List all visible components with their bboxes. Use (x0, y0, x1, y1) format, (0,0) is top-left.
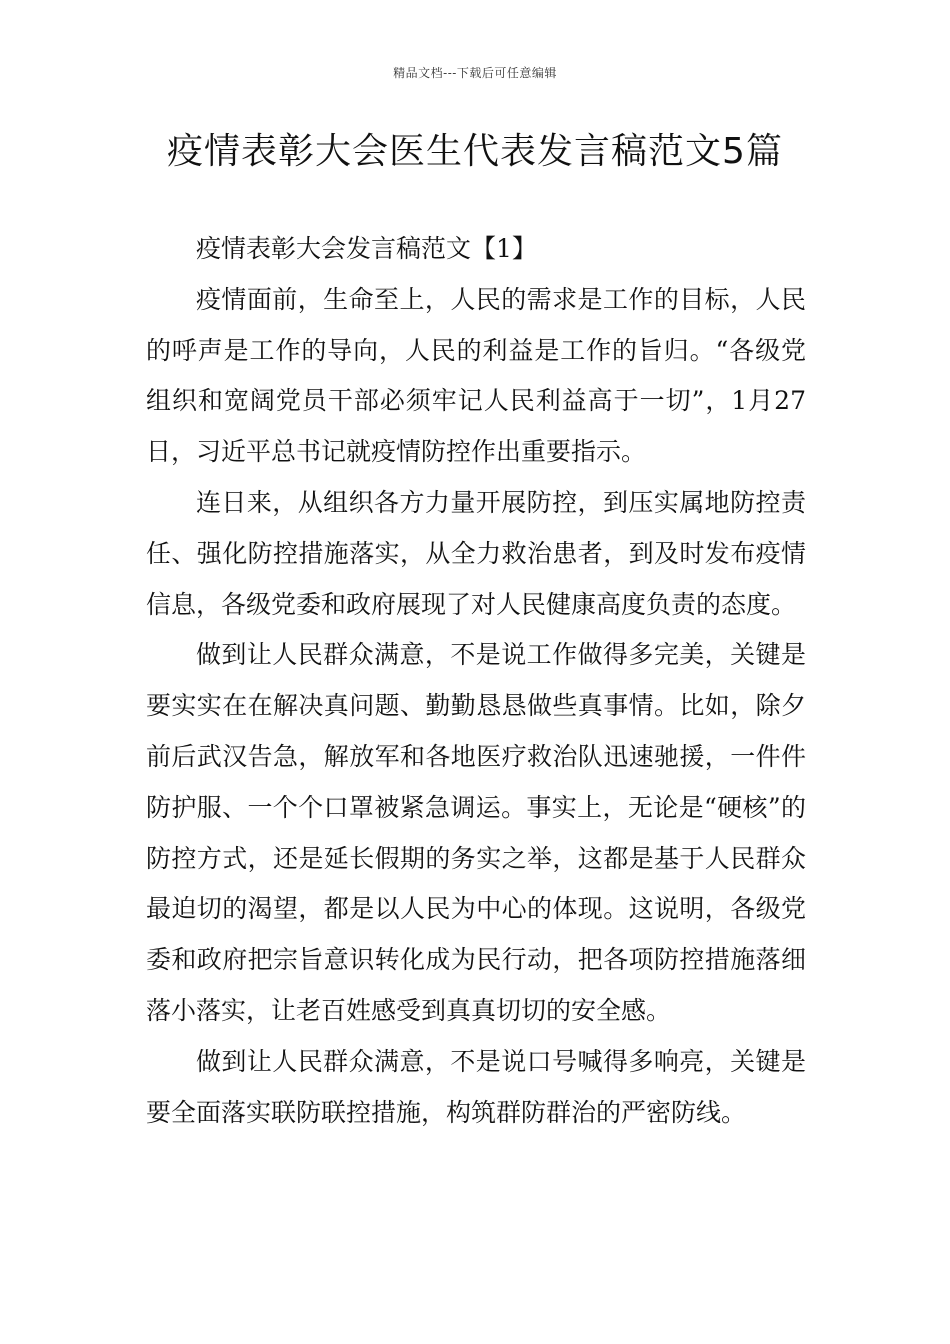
paragraph-3: 做到让人民群众满意，不是说工作做得多完美，关键是要实实在在解决真问题、勤勤恳恳做些真事情。比如，除夕前后武汉告急，解放军和各地医疗救治队迅速驰援，一件件防护服、一个个口罩被紧急调运。事实上，无论是“硬核”的防控方式，还是延长假期的务实之举，这都是基于人民群众最迫切的渴望，都是以人民为中心的体现。这说明，各级党委和政府把宗旨意识转化成为民行动，把各项防控措施落细落小落实，让老百姓感受到真真切切的安全感。 (146, 640, 806, 1025)
section-heading: 疫情表彰大会发言稿范文【1】 (196, 234, 537, 263)
paragraph-4: 做到让人民群众满意，不是说口号喊得多响亮，关键是要全面落实联防联控措施，构筑群防群治的严密防线。 (146, 1046, 806, 1127)
paragraph-2: 连日来，从组织各方力量开展防控，到压实属地防控责任、强化防控措施落实，从全力救治患者，到及时发布疫情信息，各级党委和政府展现了对人民健康高度负责的态度。 (146, 487, 806, 619)
paragraph-1: 疫情面前，生命至上，人民的需求是工作的目标，人民的呼声是工作的导向，人民的利益是工作的旨归。“各级党组织和宽阔党员干部必须牢记人民利益高于一切”，1月27日，习近平总书记就疫情防控作出重要指示。 (146, 284, 806, 467)
document-body (146, 224, 806, 1138)
document-title: 疫情表彰大会医生代表发言稿范文5篇 (167, 131, 783, 172)
header-note: 精品文档---下载后可任意编辑 (393, 66, 557, 80)
